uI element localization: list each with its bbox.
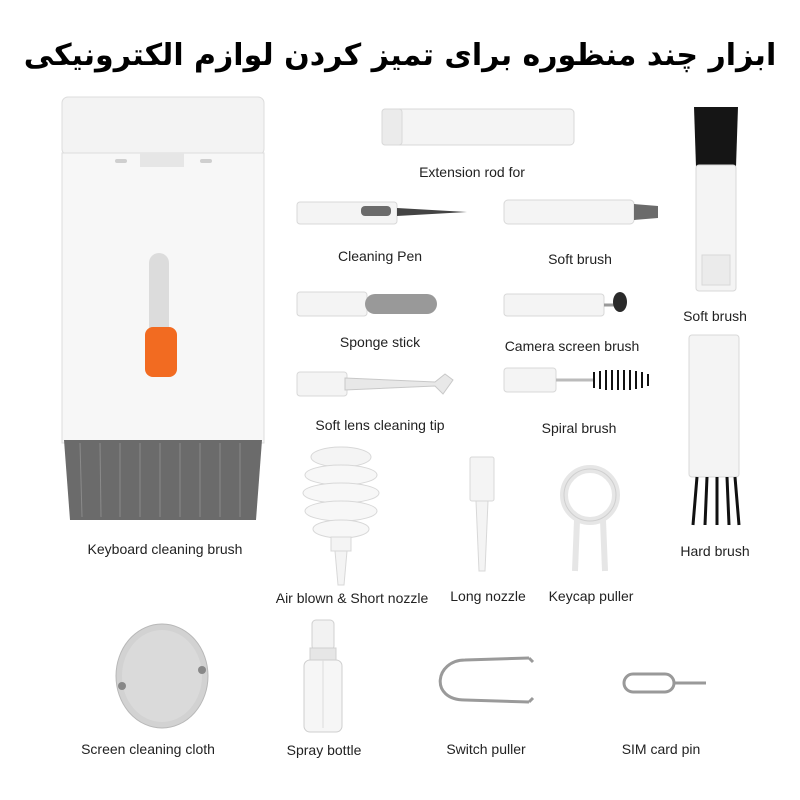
spray-bottle-image xyxy=(298,618,348,736)
cleaning-pen-label: Cleaning Pen xyxy=(337,248,423,264)
hard-brush-label: Hard brush xyxy=(680,543,750,559)
soft-brush-big-image xyxy=(692,105,742,295)
camera-screen-brush-label: Camera screen brush xyxy=(504,338,640,354)
air-blower-label: Air blown & Short nozzle xyxy=(275,590,429,606)
switch-puller-image xyxy=(425,652,535,708)
hard-brush-image xyxy=(685,333,745,528)
extension-rod-label: Extension rod for xyxy=(419,164,525,180)
extension-rod-image xyxy=(380,105,580,150)
sim-pin-image xyxy=(622,672,708,694)
keycap-puller-image xyxy=(555,465,625,575)
screen-cloth-label: Screen cleaning cloth xyxy=(81,741,215,757)
screen-cloth-image xyxy=(112,620,212,730)
spray-bottle-label: Spray bottle xyxy=(286,742,362,758)
cleaning-pen-image xyxy=(295,198,470,230)
long-nozzle-image xyxy=(468,455,498,575)
sponge-stick-image xyxy=(295,290,445,320)
soft-brush-small-image xyxy=(502,198,662,228)
spiral-brush-label: Spiral brush xyxy=(541,420,617,436)
camera-screen-brush-image xyxy=(502,290,632,320)
switch-puller-label: Switch puller xyxy=(446,741,526,757)
spiral-brush-image xyxy=(502,366,662,396)
keyboard-brush-image xyxy=(60,95,270,525)
sim-pin-label: SIM card pin xyxy=(621,741,701,757)
keycap-puller-label: Keycap puller xyxy=(548,588,634,604)
air-blower-image xyxy=(300,445,382,587)
soft-brush-big-label: Soft brush xyxy=(683,308,747,324)
soft-lens-tip-image xyxy=(295,370,460,400)
sponge-stick-label: Sponge stick xyxy=(339,334,421,350)
soft-brush-small-label: Soft brush xyxy=(548,251,612,267)
long-nozzle-label: Long nozzle xyxy=(450,588,526,604)
page-title: ابزار چند منظوره برای تمیز کردن لوازم الکترونیکی xyxy=(23,38,777,73)
keyboard-brush-label: Keyboard cleaning brush xyxy=(87,541,243,557)
soft-lens-tip-label: Soft lens cleaning tip xyxy=(315,417,445,433)
